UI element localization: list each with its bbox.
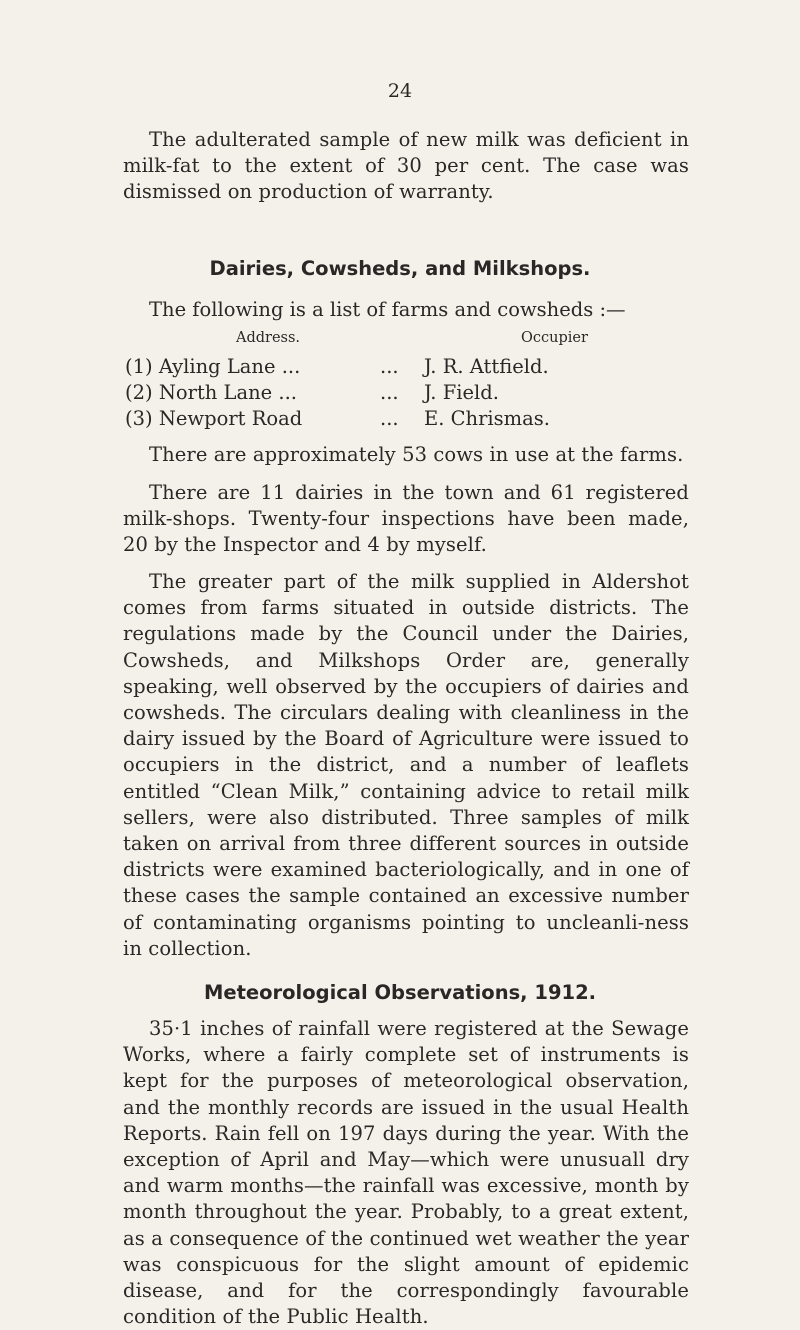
occupier-column-header: Occupier [521, 330, 588, 346]
farm-address: (3) Newport Road [125, 407, 303, 430]
farm-occupier: J. Field. [424, 381, 499, 404]
heading-meteorological: Meteorological Observations, 1912. [203, 981, 597, 1004]
farm-row [125, 407, 687, 433]
heading-dairies: Dairies, Cowsheds, and Milkshops. [209, 257, 591, 280]
address-column-header: Address. [236, 330, 301, 346]
farm-list-intro: The following is a list of farms and cowsheds :— [149, 298, 626, 321]
paragraph-milk-supply: The greater part of the milk supplied in Aldershot comes from farms situated in outside districts. The regulations made by the Council under the Dairies, Cowsheds, and Milkshops Order are, generally speaking, well observed by the occupiers of dairies and cowsheds. The circulars dealing with cleanliness in the dairy issued by the Board of Agriculture were issued to occupiers in the district, and a number of leaflets entitled “Clean Milk,” containing advice to retail milk sellers, were also distributed. Three samples of milk taken on arrival from three different sources in outside districts were examined bacteriologically, and in one of these cases the sample contained an excessive number of contaminating organisms pointing to uncleanli-ness in collection. [123, 570, 689, 960]
farm-occupier: J. R. Attfield. [424, 355, 549, 378]
farm-row [125, 355, 687, 381]
paragraph-rainfall: 35·1 inches of rainfall were registered at the Sewage Works, where a fairly complete set of instruments is kept for the purposes of meteorological observation, and the monthly records are issued in the usual Health Reports. Rain fell on 197 days during the year. With the exception of April and May—which were unusuall dry and warm months—the rainfall was excessive, month by month throughout the year. Probably, to a great extent, as a consequence of the continued wet weather the year was conspicuous for the slight amount of epidemic disease, and for the correspondingly favourable condition of the Public Health. [123, 1017, 689, 1329]
farm-address: (1) Ayling Lane ... [125, 355, 301, 378]
farm-occupier: E. Chrismas. [424, 407, 550, 430]
paragraph-approximate-cows: There are approximately 53 cows in use at the farms. [149, 443, 684, 466]
paragraph-dairies-count: There are 11 dairies in the town and 61 registered milk-shops. Twenty-four inspections have been made, 20 by the Inspector and 4 by myself. [123, 481, 689, 557]
leader-dots: ... [380, 355, 399, 378]
leader-dots: ... [380, 381, 399, 404]
farm-row [125, 381, 687, 407]
leader-dots: ... [380, 407, 399, 430]
paragraph-adulterated-sample: The adulterated sample of new milk was deficient in milk-fat to the extent of 30 per cent. The case was dismissed on production of warranty. [123, 128, 689, 204]
farm-address: (2) North Lane ... [125, 381, 298, 404]
page-number: 24 [387, 80, 413, 102]
